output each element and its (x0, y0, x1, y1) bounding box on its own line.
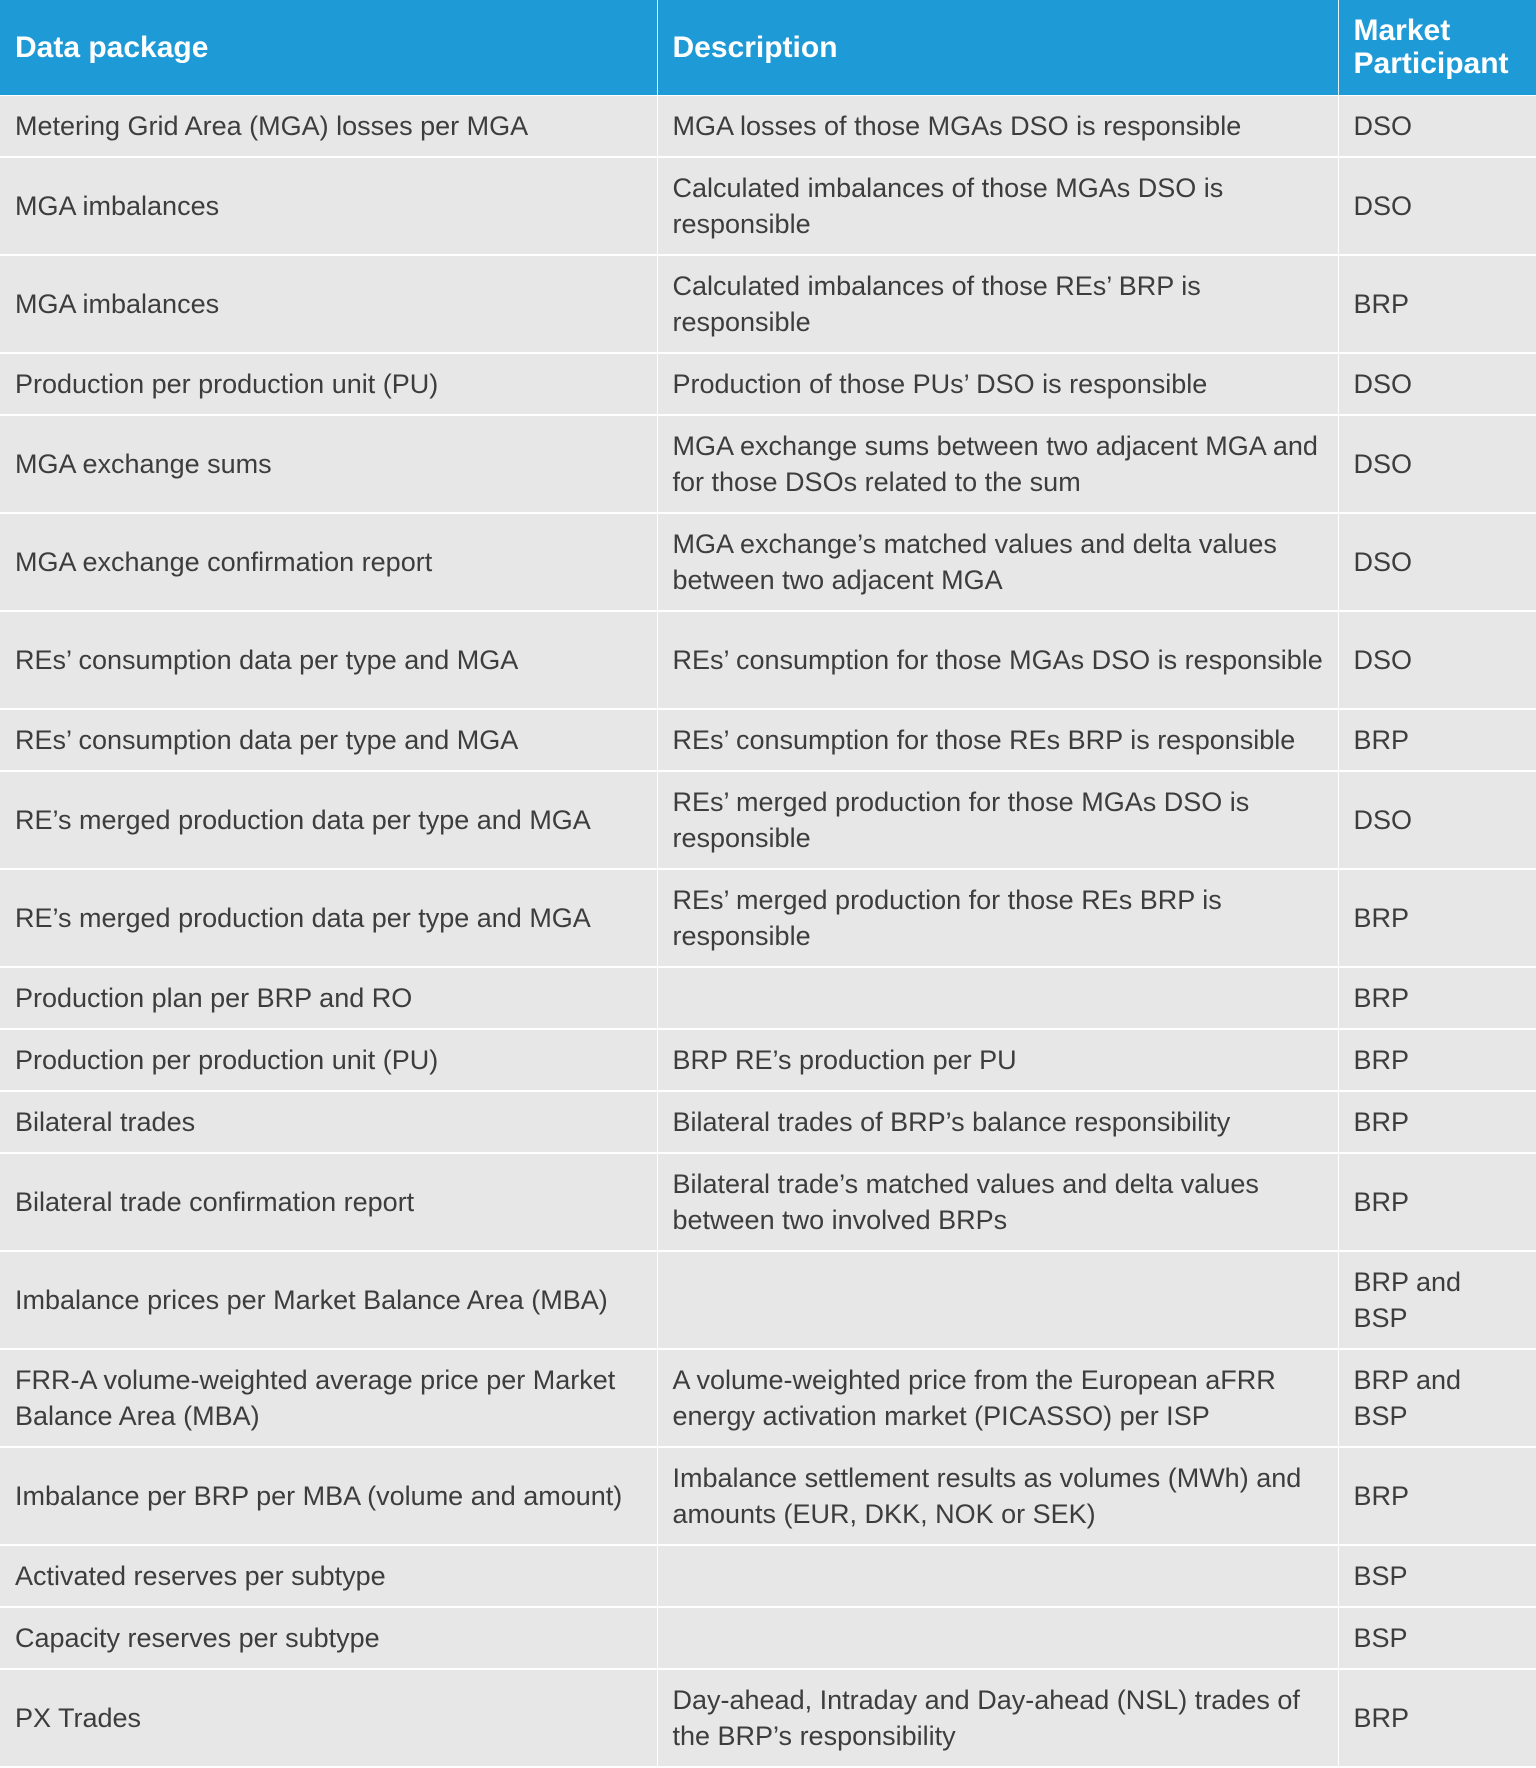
table-header-row (0, 0, 1536, 95)
table-row (0, 709, 1536, 771)
data-package-cell: MGA imbalances (0, 255, 657, 353)
data-package-cell: MGA exchange sums (0, 415, 657, 513)
data-package-cell: REs’ consumption data per type and MGA (0, 611, 657, 709)
description-cell: Calculated imbalances of those MGAs DSO is responsible (657, 157, 1338, 255)
table-row (0, 1447, 1536, 1545)
data-package-cell: MGA exchange confirmation report (0, 513, 657, 611)
market-participant-cell: BSP (1338, 1607, 1536, 1669)
description-cell: Day-ahead, Intraday and Day-ahead (NSL) trades of the BRP’s responsibility (657, 1669, 1338, 1767)
market-participant-cell: BRP and BSP (1338, 1251, 1536, 1349)
market-participant-cell: DSO (1338, 95, 1536, 157)
description-cell: A volume-weighted price from the European aFRR energy activation market (PICASSO) per ISP (657, 1349, 1338, 1447)
table-row (0, 1545, 1536, 1607)
table-row (0, 1669, 1536, 1767)
table-row (0, 415, 1536, 513)
data-package-cell: MGA imbalances (0, 157, 657, 255)
data-package-cell: Activated reserves per subtype (0, 1545, 657, 1607)
market-participant-cell: BRP (1338, 1153, 1536, 1251)
description-cell (657, 1545, 1338, 1607)
market-participant-cell: BRP (1338, 1091, 1536, 1153)
data-package-cell: RE’s merged production data per type and MGA (0, 771, 657, 869)
data-package-cell: FRR-A volume-weighted average price per Market Balance Area (MBA) (0, 1349, 657, 1447)
table-row (0, 1251, 1536, 1349)
data-package-cell: RE’s merged production data per type and MGA (0, 869, 657, 967)
table-row (0, 353, 1536, 415)
market-participant-cell: DSO (1338, 513, 1536, 611)
data-package-cell: Production per production unit (PU) (0, 353, 657, 415)
market-participant-cell: BRP (1338, 709, 1536, 771)
table-row (0, 611, 1536, 709)
market-participant-cell: BRP (1338, 1669, 1536, 1767)
table-row (0, 869, 1536, 967)
description-cell: Imbalance settlement results as volumes (MWh) and amounts (EUR, DKK, NOK or SEK) (657, 1447, 1338, 1545)
data-package-cell: PX Trades (0, 1669, 657, 1767)
header-data-package: Data package (0, 0, 657, 95)
description-cell: REs’ consumption for those REs BRP is responsible (657, 709, 1338, 771)
description-cell: Calculated imbalances of those REs’ BRP is responsible (657, 255, 1338, 353)
data-package-cell: Imbalance per BRP per MBA (volume and amount) (0, 1447, 657, 1545)
data-package-cell: Production per production unit (PU) (0, 1029, 657, 1091)
table-row (0, 513, 1536, 611)
market-participant-cell: DSO (1338, 353, 1536, 415)
market-participant-cell: DSO (1338, 415, 1536, 513)
table-row (0, 255, 1536, 353)
description-cell: Bilateral trade’s matched values and delta values between two involved BRPs (657, 1153, 1338, 1251)
market-participant-cell: DSO (1338, 771, 1536, 869)
market-participant-cell: BSP (1338, 1545, 1536, 1607)
table-row (0, 1091, 1536, 1153)
market-participant-cell: BRP (1338, 967, 1536, 1029)
market-participant-cell: BRP (1338, 1029, 1536, 1091)
data-package-cell: Bilateral trade confirmation report (0, 1153, 657, 1251)
data-package-cell: Bilateral trades (0, 1091, 657, 1153)
table-row (0, 1153, 1536, 1251)
header-market-participant: Market Participant (1338, 0, 1536, 95)
description-cell: Bilateral trades of BRP’s balance responsibility (657, 1091, 1338, 1153)
table-row (0, 1607, 1536, 1669)
table-row (0, 771, 1536, 869)
market-participant-cell: DSO (1338, 157, 1536, 255)
description-cell: MGA losses of those MGAs DSO is responsible (657, 95, 1338, 157)
market-participant-cell: BRP (1338, 869, 1536, 967)
description-cell: BRP RE’s production per PU (657, 1029, 1338, 1091)
description-cell: REs’ consumption for those MGAs DSO is responsible (657, 611, 1338, 709)
table-row (0, 1349, 1536, 1447)
description-cell (657, 1251, 1338, 1349)
description-cell: MGA exchange sums between two adjacent MGA and for those DSOs related to the sum (657, 415, 1338, 513)
table-row (0, 157, 1536, 255)
description-cell (657, 967, 1338, 1029)
market-participant-cell: BRP (1338, 1447, 1536, 1545)
description-cell: Production of those PUs’ DSO is responsible (657, 353, 1338, 415)
header-description: Description (657, 0, 1338, 95)
data-package-cell: Metering Grid Area (MGA) losses per MGA (0, 95, 657, 157)
market-participant-cell: BRP (1338, 255, 1536, 353)
table-row (0, 95, 1536, 157)
table-row (0, 1029, 1536, 1091)
market-participant-cell: DSO (1338, 611, 1536, 709)
data-package-cell: REs’ consumption data per type and MGA (0, 709, 657, 771)
market-participant-cell: BRP and BSP (1338, 1349, 1536, 1447)
description-cell (657, 1607, 1338, 1669)
data-package-cell: Production plan per BRP and RO (0, 967, 657, 1029)
data-package-cell: Imbalance prices per Market Balance Area (MBA) (0, 1251, 657, 1349)
description-cell: MGA exchange’s matched values and delta values between two adjacent MGA (657, 513, 1338, 611)
table-row (0, 967, 1536, 1029)
description-cell: REs’ merged production for those MGAs DSO is responsible (657, 771, 1338, 869)
data-package-cell: Capacity reserves per subtype (0, 1607, 657, 1669)
description-cell: REs’ merged production for those REs BRP is responsible (657, 869, 1338, 967)
